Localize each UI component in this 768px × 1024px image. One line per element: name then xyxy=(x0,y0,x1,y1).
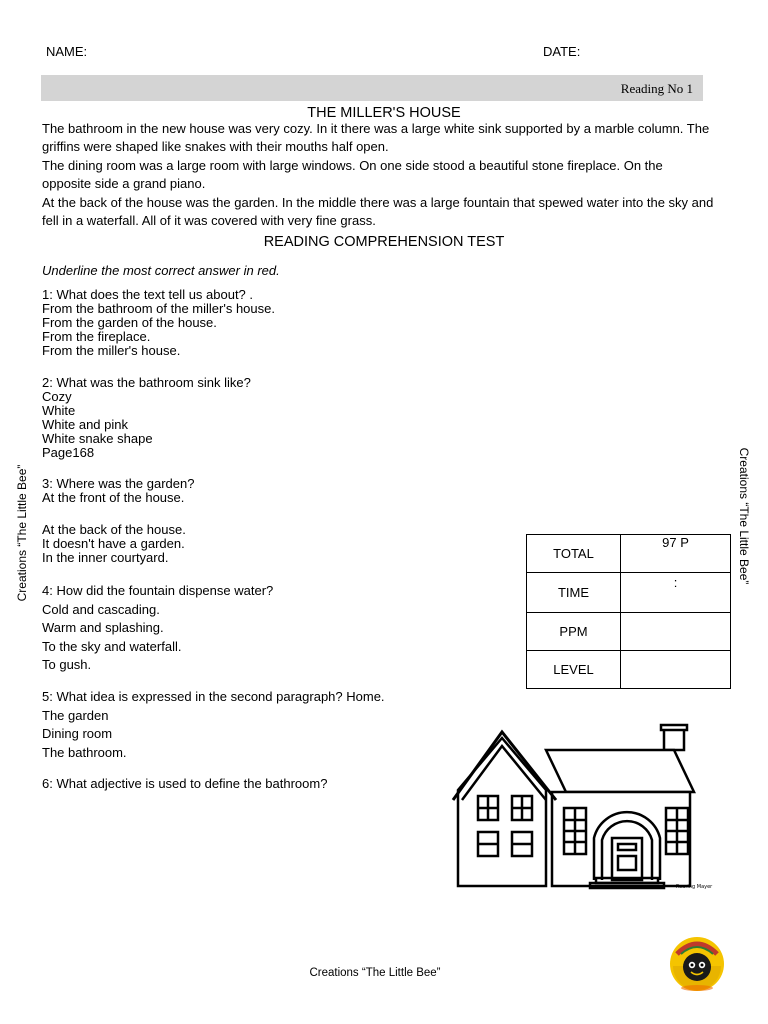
answer-option: To the sky and waterfall. xyxy=(42,638,182,654)
score-value: 97 P xyxy=(621,535,731,573)
score-table xyxy=(526,534,731,689)
answer-option: White xyxy=(42,403,76,418)
svg-text:Roaring Mayer: Roaring Mayer xyxy=(676,884,713,890)
score-value xyxy=(621,651,731,689)
table-row xyxy=(527,573,731,613)
score-label: TOTAL xyxy=(527,535,621,573)
question-block xyxy=(42,582,273,675)
answer-option: From the miller's house. xyxy=(42,343,181,358)
question-text: 4: How did the fountain dispense water? xyxy=(42,583,274,598)
answer-option: Cold and cascading. xyxy=(42,601,160,617)
answer-option: Cozy xyxy=(42,389,72,404)
side-credit-right: Creations “The Little Bee” xyxy=(737,447,751,585)
question-block xyxy=(42,288,275,358)
story-title: THE MILLER'S HOUSE xyxy=(307,105,461,121)
name-label: NAME: xyxy=(46,44,88,59)
score-value xyxy=(621,613,731,651)
answer-option: White snake shape xyxy=(42,431,153,446)
reading-number: Reading No 1 xyxy=(620,81,693,96)
score-label: LEVEL xyxy=(527,651,621,689)
answer-option: From the garden of the house. xyxy=(42,315,217,330)
side-credit-left: Creations “The Little Bee” xyxy=(15,464,29,602)
answer-option: The bathroom. xyxy=(42,744,127,760)
answer-option: From the fireplace. xyxy=(42,329,151,344)
score-label: TIME xyxy=(527,573,621,613)
house-illustration xyxy=(450,720,720,895)
question-block xyxy=(42,477,194,565)
answer-option: The garden xyxy=(42,707,109,723)
table-row xyxy=(527,535,731,573)
table-row xyxy=(527,651,731,689)
answer-option: From the bathroom of the miller's house. xyxy=(42,301,275,316)
footer-credit: Creations “The Little Bee” xyxy=(309,967,441,979)
answer-option: Warm and splashing. xyxy=(42,620,164,635)
answer-option: To gush. xyxy=(42,657,92,672)
answer-option: It doesn't have a garden. xyxy=(42,536,185,551)
answer-option: At the back of the house. xyxy=(42,522,186,537)
question-text: 1: What does the text tell us about? . xyxy=(42,287,254,302)
answer-option: At the front of the house. xyxy=(42,490,185,505)
question-text: 6: What adjective is used to define the bathroom? xyxy=(42,776,328,791)
test-instruction: Underline the most correct answer in red. xyxy=(42,263,280,278)
story-paragraph: The dining room was a large room with large windows. On one side stood a beautiful stone fireplace. On the opposite side a grand piano. xyxy=(42,158,663,192)
answer-option: White and pink xyxy=(42,417,128,432)
bee-logo-icon xyxy=(669,936,725,992)
reading-bar xyxy=(41,75,703,101)
test-title: READING COMPREHENSION TEST xyxy=(263,234,505,250)
question-text: 2: What was the bathroom sink like? xyxy=(42,375,251,390)
score-label: PPM xyxy=(527,613,621,651)
question-text: 3: Where was the garden? xyxy=(42,476,195,491)
question-block xyxy=(42,688,385,762)
page-number: Page168 xyxy=(42,445,95,460)
question-block xyxy=(42,775,327,794)
question-text: 5: What idea is expressed in the second paragraph? Home. xyxy=(42,689,385,704)
story-paragraph: At the back of the house was the garden. In the middle there was a large fountain that spewed water into the sky and fell in a waterfall. All of it was covered with very fine grass. xyxy=(42,195,714,229)
story-paragraph: The bathroom in the new house was very cozy. In it there was a large white sink supported by a marble column. The griffins were shaped like snakes with their mouths half open. xyxy=(42,121,710,155)
score-value: : xyxy=(621,573,731,613)
answer-option: Dining room xyxy=(42,726,113,741)
table-row xyxy=(527,613,731,651)
question-block xyxy=(42,376,251,460)
date-label: DATE: xyxy=(543,44,581,59)
answer-option: In the inner courtyard. xyxy=(42,550,169,565)
